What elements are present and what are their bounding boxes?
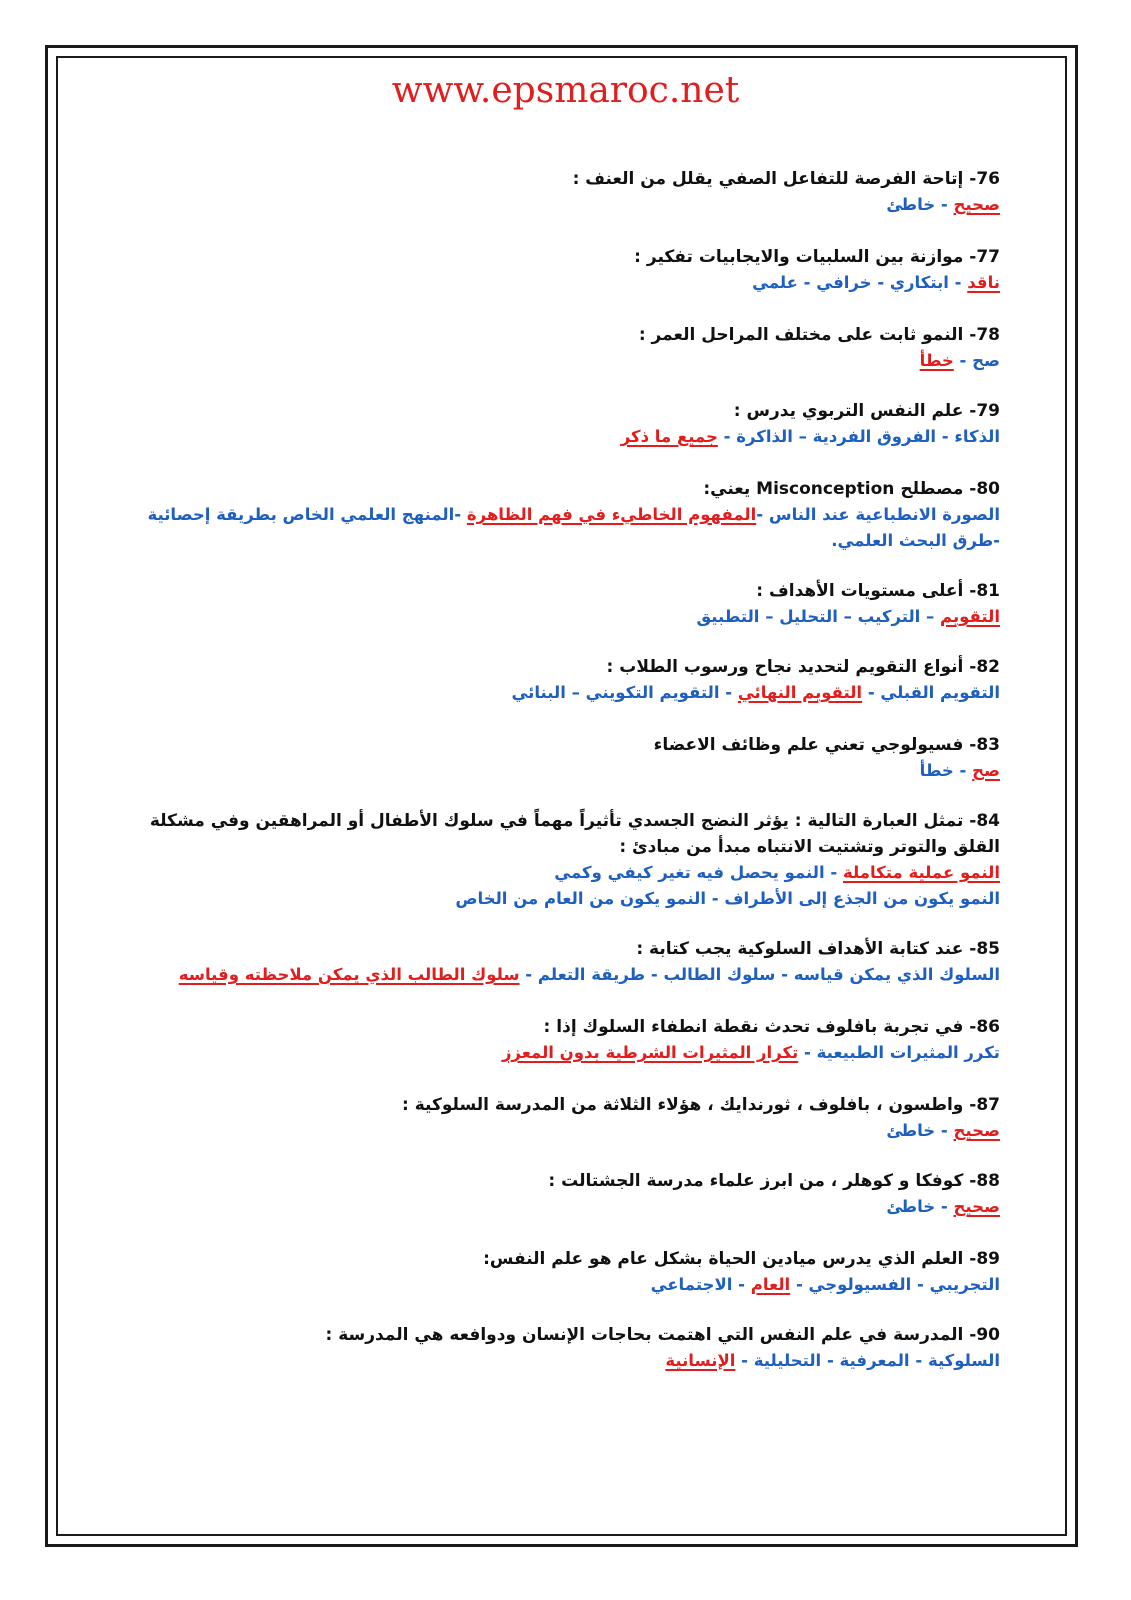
correct-answer: تكرار المثيرات الشرطية بدون المعزز — [501, 1043, 799, 1062]
question-stem: 80- مصطلح Misconception يعني: — [703, 479, 1000, 499]
option-separator: - — [732, 1275, 751, 1294]
option-separator: - — [705, 889, 725, 908]
answer-options-line — [140, 962, 1000, 988]
answer-option: خطأ — [919, 761, 954, 780]
answer-option: التجريبي — [929, 1275, 1000, 1294]
answer-options-line — [140, 192, 1000, 218]
option-separator: - — [993, 531, 1000, 550]
answer-option: تكرر المثيرات الطبيعية — [816, 1043, 1000, 1062]
option-separator: - — [936, 427, 955, 446]
option-separator: - — [519, 965, 538, 984]
correct-answer: صحيح — [953, 1121, 1000, 1140]
answer-option: التركيب — [857, 607, 921, 626]
question-stem: 79- علم النفس التربوي يدرس : — [733, 401, 1000, 421]
option-separator: - — [871, 273, 890, 292]
correct-answer: صح — [972, 761, 1000, 780]
option-separator: - — [935, 1121, 954, 1140]
answer-option: الفروق الفردية — [812, 427, 937, 446]
option-separator: – — [920, 607, 941, 626]
answer-option: التقويم التكويني — [585, 683, 720, 702]
answer-options-line — [140, 348, 1000, 374]
answer-option: خرافي — [816, 273, 872, 292]
answer-option: طرق البحث العلمي. — [831, 531, 994, 550]
option-separator: - — [797, 273, 817, 292]
correct-answer: التقويم — [940, 607, 1000, 626]
answer-option: خاطئ — [886, 1197, 936, 1216]
answer-option: الاجتماعي — [650, 1275, 733, 1294]
option-separator: - — [719, 683, 738, 702]
option-separator: - — [756, 505, 769, 524]
question-item — [140, 1168, 1000, 1220]
answer-options-line — [140, 758, 1000, 784]
question-item — [140, 1246, 1000, 1298]
question-stem: 90- المدرسة في علم النفس التي اهتمت بحاجات الإنسان ودوافعه هي المدرسة : — [325, 1325, 1000, 1345]
correct-answer: صحيح — [953, 1197, 1000, 1216]
question-item — [140, 654, 1000, 706]
option-separator: - — [953, 351, 973, 370]
question-item — [140, 244, 1000, 296]
answer-option: النمو يكون من العام من الخاص — [455, 889, 706, 908]
correct-answer: التقويم النهائي — [737, 683, 863, 702]
answer-options-line — [140, 886, 1000, 912]
correct-answer: صحيح — [953, 195, 1000, 214]
answer-options-line — [140, 860, 1000, 886]
option-separator: - — [948, 273, 968, 292]
option-separator: - — [717, 427, 737, 446]
answer-options-line — [140, 424, 1000, 450]
answer-option: طريقة التعلم — [537, 965, 646, 984]
option-separator: - — [821, 1351, 840, 1370]
answer-options-line — [140, 502, 1000, 554]
answer-option: الفسيولوجي — [808, 1275, 912, 1294]
option-separator: - — [454, 505, 467, 524]
option-separator: - — [824, 863, 843, 882]
question-stem: 78- النمو ثابت على مختلف المراحل العمر : — [638, 325, 1000, 345]
question-item — [140, 936, 1000, 988]
answer-option: ابتكاري — [889, 273, 949, 292]
question-stem: 86- في تجربة بافلوف تحدث نقطة انطفاء السلوك إذا : — [543, 1017, 1000, 1037]
answer-options-line — [140, 1272, 1000, 1298]
question-item — [140, 166, 1000, 218]
option-separator: - — [645, 965, 664, 984]
answer-option: سلوك الطالب — [663, 965, 776, 984]
answer-options-line — [140, 1348, 1000, 1374]
correct-answer: خطأ — [919, 351, 954, 370]
question-stem: 82- أنواع التقويم لتحديد نجاح ورسوب الطلاب : — [606, 657, 1000, 677]
option-separator: - — [790, 1275, 809, 1294]
answer-option: البنائي — [511, 683, 566, 702]
answer-option: السلوكية — [927, 1351, 1000, 1370]
question-stem: 77- موازنة بين السلبيات والايجابيات تفكير : — [634, 247, 1000, 267]
answer-option: المنهج العلمي الخاص بطريقة إحصائية — [147, 505, 455, 524]
answer-option: خاطئ — [886, 1121, 936, 1140]
question-stem: 89- العلم الذي يدرس ميادين الحياة بشكل عام هو علم النفس: — [483, 1249, 1000, 1269]
answer-option: التطبيق — [696, 607, 760, 626]
question-stem: 84- تمثل العبارة التالية : يؤثر النضج الجسدي تأثيراً مهماً في سلوك الأطفال أو المراهقين وفي مشكلة القلق والتوتر وتشتيت الانتباه مبدأ من مبادئ : — [149, 811, 1000, 857]
answer-option: الذكاء — [954, 427, 1000, 446]
answer-option: الذاكرة — [736, 427, 793, 446]
option-separator: – — [565, 683, 586, 702]
question-item — [140, 1322, 1000, 1374]
correct-answer: النمو عملية متكاملة — [843, 863, 1000, 882]
option-separator: - — [935, 1197, 954, 1216]
answer-options-line — [140, 1194, 1000, 1220]
option-separator: - — [953, 761, 973, 780]
answer-option: علمي — [752, 273, 798, 292]
question-stem: 87- واطسون ، بافلوف ، ثورندايك ، هؤلاء الثلاثة من المدرسة السلوكية : — [402, 1095, 1000, 1115]
answer-option: المعرفية — [839, 1351, 910, 1370]
option-separator: - — [911, 1275, 930, 1294]
question-stem: 85- عند كتابة الأهداف السلوكية يجب كتابة : — [636, 939, 1000, 959]
question-stem: 76- إتاحة الفرصة للتفاعل الصفي يقلل من العنف : — [572, 169, 1000, 189]
answer-option: الصورة الانطباعية عند الناس — [768, 505, 1000, 524]
option-separator: - — [798, 1043, 817, 1062]
correct-answer: العام — [750, 1275, 791, 1294]
question-item — [140, 322, 1000, 374]
option-separator: – — [837, 607, 858, 626]
answer-options-line — [140, 604, 1000, 630]
option-separator: – — [759, 607, 780, 626]
question-item — [140, 398, 1000, 450]
question-item — [140, 732, 1000, 784]
answer-option: التحليل — [779, 607, 838, 626]
option-separator: – — [792, 427, 813, 446]
correct-answer: سلوك الطالب الذي يمكن ملاحظته وقياسه — [178, 965, 520, 984]
correct-answer: المفهوم الخاطيء في فهم الظاهرة — [466, 505, 757, 524]
answer-options-line — [140, 1040, 1000, 1066]
option-separator: - — [862, 683, 881, 702]
option-separator: - — [775, 965, 794, 984]
answer-option: التقويم القبلي — [880, 683, 1000, 702]
correct-answer: الإنسانية — [665, 1351, 736, 1370]
question-item — [140, 1092, 1000, 1144]
answer-option: خاطئ — [886, 195, 936, 214]
answer-option: التحليلية — [753, 1351, 822, 1370]
site-url-header: www.epsmaroc.net — [391, 70, 740, 111]
correct-answer: ناقد — [967, 273, 1000, 292]
answer-options-line — [140, 680, 1000, 706]
question-item — [140, 578, 1000, 630]
answer-option: صح — [972, 351, 1000, 370]
answer-options-line — [140, 270, 1000, 296]
answer-option: النمو يكون من الجذع إلى الأطراف — [724, 889, 1000, 908]
question-item — [140, 1014, 1000, 1066]
option-separator: - — [935, 195, 954, 214]
correct-answer: جميع ما ذكر — [620, 427, 718, 446]
answer-option: النمو يحصل فيه تغير كيفي وكمي — [554, 863, 825, 882]
question-stem: 88- كوفكا و كوهلر ، من ابرز علماء مدرسة الجشتالت : — [548, 1171, 1000, 1191]
question-stem: 81- أعلى مستويات الأهداف : — [756, 581, 1000, 601]
question-stem: 83- فسيولوجي تعني علم وظائف الاعضاء — [653, 735, 1000, 755]
option-separator: - — [735, 1351, 754, 1370]
option-separator: - — [909, 1351, 928, 1370]
question-item — [140, 808, 1000, 912]
question-item — [140, 476, 1000, 554]
answer-option: السلوك الذي يمكن قياسه — [793, 965, 1000, 984]
answer-options-line — [140, 1118, 1000, 1144]
